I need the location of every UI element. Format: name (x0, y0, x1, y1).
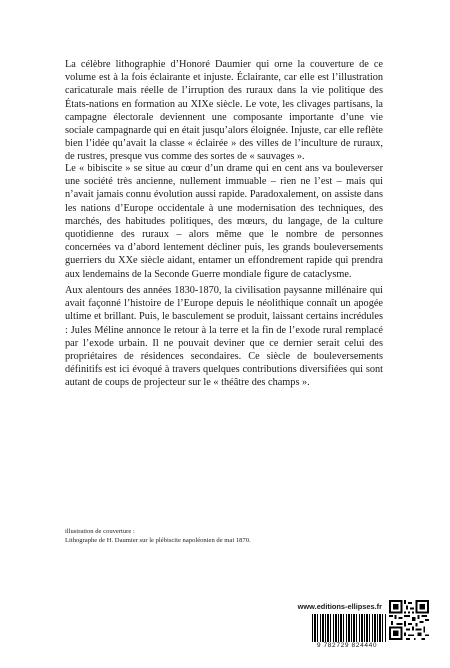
cover-illustration-caption (65, 527, 365, 545)
closing-paragraph: Aux alentours des années 1830-1870, la civilisation paysanne millénaire qui avait façonné l’histoire de l’Europe depuis le néolithique connaît un apogée ultime et brillant. Puis, le basculement se produit, laissant certains incrédules : Jules Méline annonce le retour à la terre et la fin de l’exode rural remplacé par l’exode urbain. Il ne pouvait deviner que ce dernier serait celui des propriétaires de résidences secondaires. Ce siècle de bouleversements définitifs est ici évoqué à travers quelques contributions diversifiées qui sont autant de coups de projecteur sur le « théâtre des champs ». (65, 285, 383, 389)
bibiscite-paragraph: Le « bibiscite » se situe au cœur d’un drame qui en cent ans va bouleverser une société très ancienne, nullement immuable – rien ne l’est – mais qui n’avait jamais connu évolution aussi rapide. Paradoxalement, on assiste dans les nations d’Europe occidentale à une modernisation des techniques, des marchés, des habitudes politiques, des mœurs, du langage, de la culture quotidienne des ruraux – alors même que le nombre de personnes concernées va d’abord lentement décliner puis, les grands bouleversements guerriers du XXe siècle aidant, entamer un effondrement rapide qui prendra aux lendemains de la Seconde Guerre mondiale figure de cataclysme. (65, 163, 383, 280)
caption-text: Lithographe de H. Daumier sur le plébiscite napoléonien de mai 1870. (65, 537, 251, 544)
isbn-barcode (312, 614, 386, 642)
publisher-url: www.editions-ellipses.fr (297, 602, 382, 611)
caption-label: illustration de couverture : (65, 528, 135, 535)
qr-code (389, 600, 429, 640)
isbn-digits: 9 782729 824440 (316, 642, 378, 649)
intro-paragraph: La célèbre lithographie d’Honoré Daumier qui orne la couverture de ce volume est à la fois éclairante et injuste. Éclairante, car elle est l’illustration caricaturale mais réelle de l’irruption des ruraux dans la vie politique des États-nations en formation au XIXe siècle. Le vote, les clivages partisans, la campagne électorale deviennent une composante importante d’une vie sociale campagnarde qui en était jusqu’alors éloignée. Injuste, car elle reflète bien l’idée qu’avait la classe « éclairée » des villes de l’inculture de ruraux, de rustres, presque vus comme des sortes de « sauvages ». (65, 59, 383, 163)
